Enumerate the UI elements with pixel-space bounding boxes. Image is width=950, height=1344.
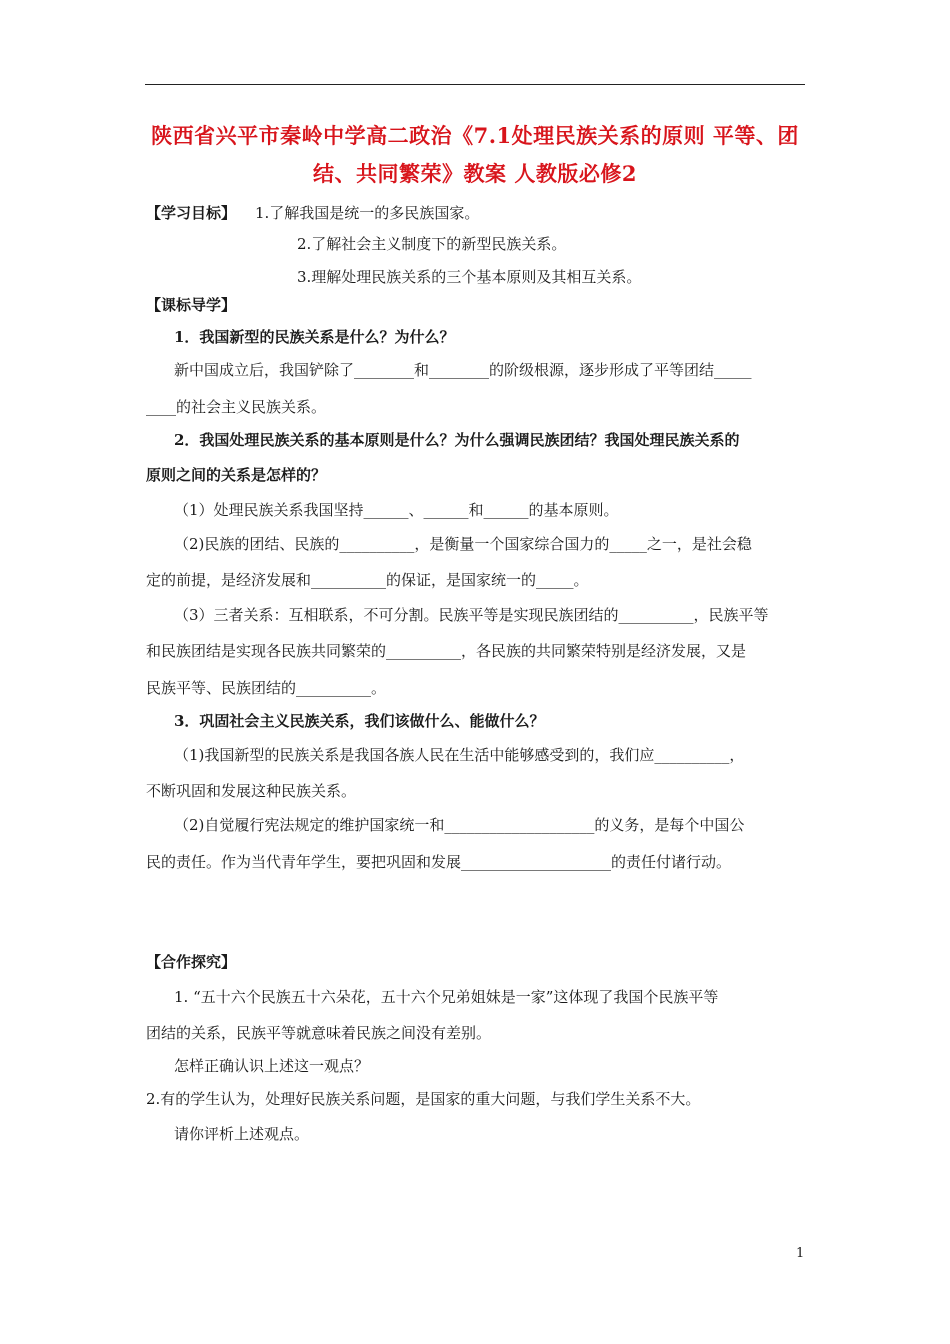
explore-label: 【合作探究】 xyxy=(146,953,237,971)
explore-line-3: 怎样正确认识上述这一观点？ xyxy=(174,1057,370,1075)
q1-line-2: ____的社会主义民族关系。 xyxy=(146,398,327,416)
title-line-1: 陕西省兴平市秦岭中学高二政治《7.1处理民族关系的原则 平等、团 xyxy=(151,123,799,148)
q2-line-1: （1）处理民族关系我国坚持______、______和______的基本原则。 xyxy=(174,501,619,519)
q3-line-3: （2)自觉履行宪法规定的维护国家统一和____________________的义务，是每个中国公 xyxy=(174,816,745,834)
title-line-2: 结、共同繁荣》教案 人教版必修2 xyxy=(313,161,637,186)
q1-heading: 1．我国新型的民族关系是什么？为什么？ xyxy=(174,328,455,346)
document-title xyxy=(140,117,810,193)
explore-line-2: 团结的关系，民族平等就意味着民族之间没有差别。 xyxy=(146,1024,492,1042)
q2-line-6: 民族平等、民族团结的__________。 xyxy=(146,679,387,697)
q2-line-4: （3）三者关系：互相联系，不可分割。民族平等是实现民族团结的__________，民族平等 xyxy=(174,606,769,624)
q2-line-3: 定的前提，是经济发展和__________的保证，是国家统一的_____。 xyxy=(146,571,589,589)
goal-item-1: 1.了解我国是统一的多民族国家。 xyxy=(255,204,480,222)
q2-line-2: （2)民族的团结、民族的__________，是衡量一个国家综合国力的_____之一，是社会稳 xyxy=(174,535,752,553)
goals-label: 【学习目标】 xyxy=(146,204,237,222)
explore-line-1: 1. “五十六个民族五十六朵花，五十六个兄弟姐妹是一家”这体现了我国个民族平等 xyxy=(174,988,719,1006)
goal-item-2: 2.了解社会主义制度下的新型民族关系。 xyxy=(297,235,567,253)
header-rule xyxy=(145,84,805,85)
page-number: 1 xyxy=(796,1246,805,1261)
guide-label: 【课标导学】 xyxy=(146,296,237,314)
q2-line-5: 和民族团结是实现各民族共同繁荣的__________，各民族的共同繁荣特别是经济发展，又是 xyxy=(146,642,747,660)
goal-item-3: 3.理解处理民族关系的三个基本原则及其相互关系。 xyxy=(297,268,642,286)
q3-line-2: 不断巩固和发展这种民族关系。 xyxy=(146,782,357,800)
q1-line-1: 新中国成立后，我国铲除了________和________的阶级根源，逐步形成了平等团结_____ xyxy=(174,361,752,379)
explore-line-4: 2.有的学生认为，处理好民族关系问题，是国家的重大问题，与我们学生关系不大。 xyxy=(146,1090,701,1108)
q2-heading-2: 原则之间的关系是怎样的？ xyxy=(146,466,327,484)
explore-line-5: 请你评析上述观点。 xyxy=(174,1125,310,1143)
q3-line-1: （1)我国新型的民族关系是我国各族人民在生活中能够感受到的，我们应__________， xyxy=(174,746,745,764)
q3-line-4: 民的责任。作为当代青年学生，要把巩固和发展____________________的责任付诸行动。 xyxy=(146,853,732,871)
q2-heading-1: 2．我国处理民族关系的基本原则是什么？为什么强调民族团结？我国处理民族关系的 xyxy=(174,431,740,449)
q3-heading: 3．巩固社会主义民族关系，我们该做什么、能做什么？ xyxy=(174,712,545,730)
